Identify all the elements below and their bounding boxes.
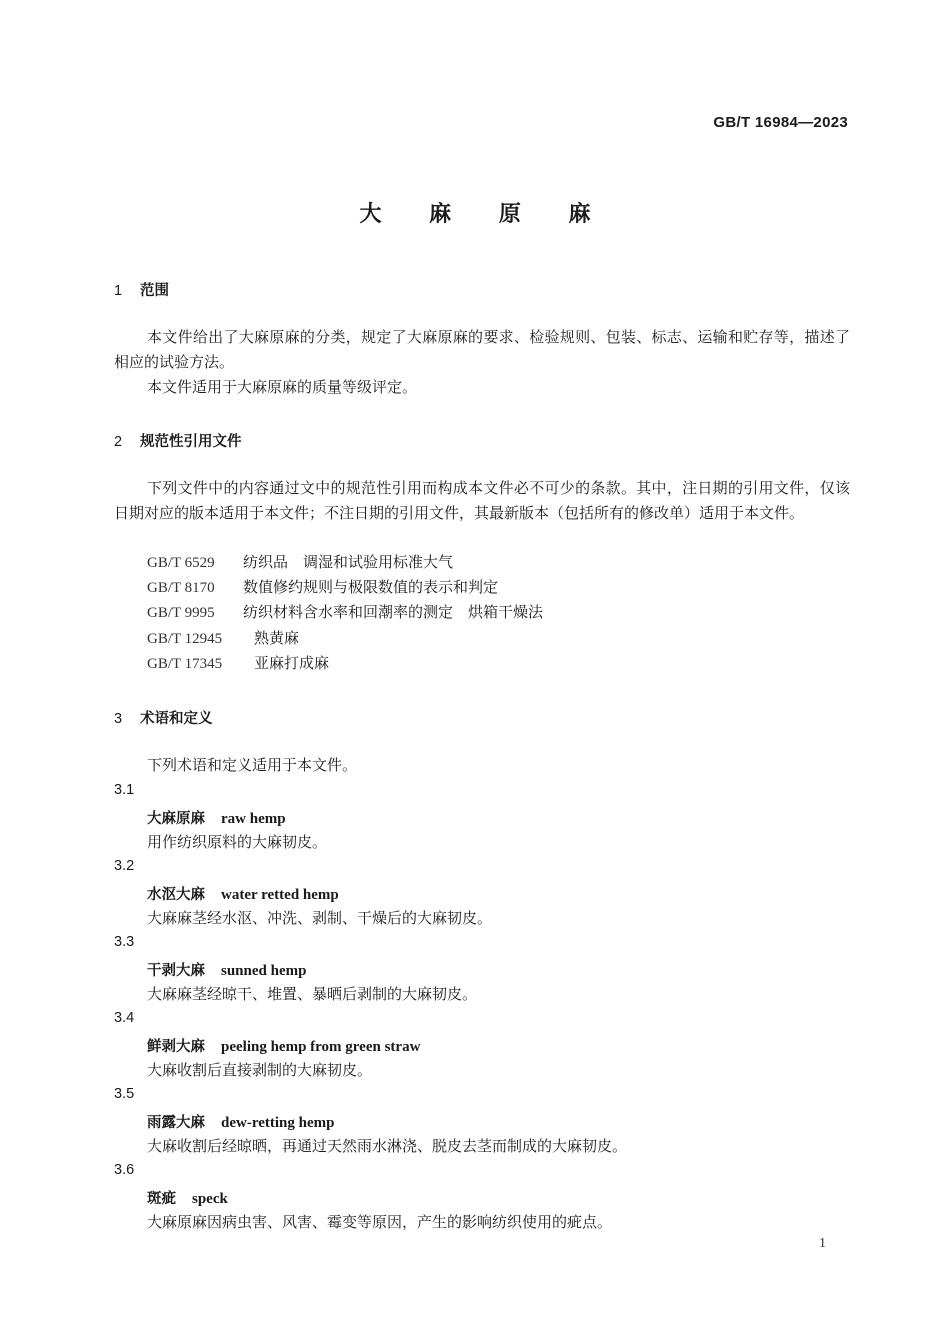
scope-paragraph: 本文件给出了大麻原麻的分类，规定了大麻原麻的要求、检验规则、包装、标志、运输和贮存等，描述了相应的试验方法。 xyxy=(114,328,850,371)
section-heading-scope xyxy=(114,279,169,300)
scope-paragraph: 本文件适用于大麻原麻的质量等级评定。 xyxy=(147,378,418,396)
reference-code: GB/T 6529 xyxy=(147,555,215,571)
term-entry xyxy=(147,883,339,904)
reference-title: 亚麻打成麻 xyxy=(254,654,330,672)
section-number: 1 xyxy=(114,283,123,299)
term-definition: 大麻收割后经晾晒，再通过天然雨水淋浇、脱皮去茎而制成的大麻韧皮。 xyxy=(147,1137,628,1155)
section-heading-normative-references xyxy=(114,430,242,451)
term-en: peeling hemp from green straw xyxy=(221,1039,421,1055)
term-en: raw hemp xyxy=(221,811,286,827)
term-zh: 雨露大麻 xyxy=(147,1115,205,1131)
reference-item xyxy=(147,601,543,622)
section-number: 3 xyxy=(114,711,123,727)
term-number: 3.6 xyxy=(114,1162,135,1178)
term-definition: 大麻麻茎经晾干、堆置、暴晒后剥制的大麻韧皮。 xyxy=(147,985,478,1003)
section-title: 术语和定义 xyxy=(140,711,213,727)
term-number: 3.2 xyxy=(114,858,135,874)
term-zh: 斑疵 xyxy=(147,1191,176,1207)
section-title: 范围 xyxy=(140,283,169,299)
term-zh: 鲜剥大麻 xyxy=(147,1039,205,1055)
reference-item xyxy=(147,652,329,673)
term-definition: 大麻麻茎经水沤、冲洗、剥制、干燥后的大麻韧皮。 xyxy=(147,909,493,927)
reference-title: 数值修约规则与极限数值的表示和判定 xyxy=(243,578,499,596)
term-en: sunned hemp xyxy=(221,963,307,979)
reference-title: 纺织材料含水率和回潮率的测定 烘箱干燥法 xyxy=(243,603,544,621)
document-title: 大 麻 原 麻 xyxy=(359,202,611,227)
term-en: dew-retting hemp xyxy=(221,1115,335,1131)
term-definition: 大麻原麻因病虫害、风害、霉变等原因，产生的影响纺织使用的疵点。 xyxy=(147,1213,613,1231)
term-definition: 大麻收割后直接剥制的大麻韧皮。 xyxy=(147,1061,373,1079)
term-number: 3.5 xyxy=(114,1086,135,1102)
term-zh: 干剥大麻 xyxy=(147,963,205,979)
standard-number: GB/T 16984—2023 xyxy=(713,114,848,131)
page-number: 1 xyxy=(819,1236,826,1251)
term-number: 3.4 xyxy=(114,1010,135,1026)
term-number: 3.3 xyxy=(114,934,135,950)
references-paragraph: 下列文件中的内容通过文中的规范性引用而构成本文件必不可少的条款。其中，注日期的引用文件，仅该日期对应的版本适用于本文件；不注日期的引用文件，其最新版本（包括所有的修改单）适用于本文件。 xyxy=(114,479,850,522)
reference-title: 纺织品 调湿和试验用标准大气 xyxy=(243,553,454,571)
terms-intro: 下列术语和定义适用于本文件。 xyxy=(147,756,358,774)
term-definition: 用作纺织原料的大麻韧皮。 xyxy=(147,833,328,851)
section-title: 规范性引用文件 xyxy=(140,434,242,450)
reference-item xyxy=(147,627,299,648)
term-entry xyxy=(147,1111,334,1132)
reference-code: GB/T 8170 xyxy=(147,580,215,596)
reference-code: GB/T 12945 xyxy=(147,631,223,647)
term-entry xyxy=(147,1035,420,1056)
term-zh: 大麻原麻 xyxy=(147,811,205,827)
reference-code: GB/T 17345 xyxy=(147,656,223,672)
term-entry xyxy=(147,807,286,828)
term-entry xyxy=(147,959,306,980)
reference-title: 熟黄麻 xyxy=(254,629,300,647)
term-zh: 水沤大麻 xyxy=(147,887,205,903)
term-entry xyxy=(147,1187,228,1208)
term-en: speck xyxy=(192,1191,228,1207)
section-heading-terms-and-definitions xyxy=(114,707,213,728)
section-number: 2 xyxy=(114,434,123,450)
reference-item xyxy=(147,551,453,572)
reference-code: GB/T 9995 xyxy=(147,605,215,621)
reference-item xyxy=(147,576,498,597)
term-en: water retted hemp xyxy=(221,887,339,903)
term-number: 3.1 xyxy=(114,782,135,798)
